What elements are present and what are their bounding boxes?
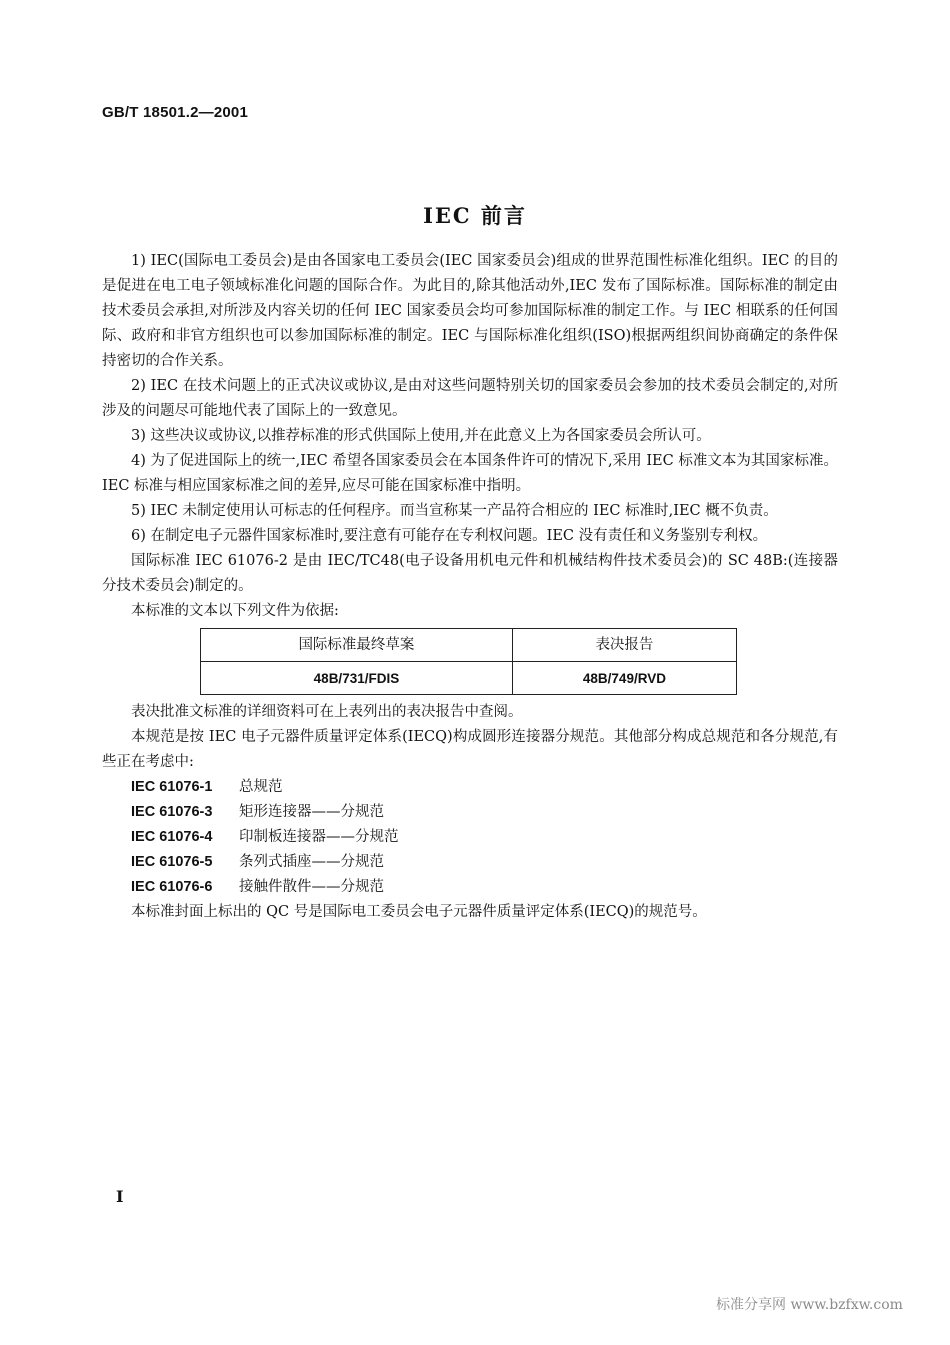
part-id: IEC 61076-5 [131, 854, 213, 870]
part-name: 总规范 [239, 779, 283, 795]
standard-number: GB/T 18501.2—2001 [102, 104, 248, 121]
list-item [102, 850, 838, 875]
part-name: 矩形连接器——分规范 [239, 804, 384, 820]
paragraph: 本标准的文本以下列文件为依据: [131, 603, 339, 619]
page-title: IEC 前言 [423, 203, 527, 228]
part-id: IEC 61076-6 [131, 879, 213, 895]
paragraph: 5) IEC 未制定使用认可标志的任何程序。而当宣称某一产品符合相应的 IEC 标准时,IEC 概不负责。 [131, 503, 778, 519]
part-id: IEC 61076-3 [131, 804, 213, 820]
part-name: 条列式插座——分规范 [239, 854, 384, 870]
paragraph: 国际标准 IEC 61076-2 是由 IEC/TC48(电子设备用机电元件和机械结构件技术委员会)的 SC 48B:(连接器分技术委员会)制定的。 [102, 553, 838, 594]
watermark: 标准分享网 www.bzfxw.com [716, 1297, 903, 1313]
part-name: 接触件散件——分规范 [239, 879, 384, 895]
after-table-section [102, 700, 838, 775]
part-id: IEC 61076-1 [131, 779, 213, 795]
paragraph: 4) 为了促进国际上的统一,IEC 希望各国家委员会在本国条件许可的情况下,采用 IEC 标准文本为其国家标准。IEC 标准与相应国家标准之间的差异,应尽可能在国家标准中指明。 [102, 453, 838, 494]
list-item [102, 825, 838, 850]
table-row [201, 662, 737, 695]
table-header-cell: 国际标准最终草案 [201, 629, 513, 662]
parts-list [102, 775, 838, 900]
document-table [200, 628, 737, 695]
part-name: 印制板连接器——分规范 [239, 829, 399, 845]
paragraph: 1) IEC(国际电工委员会)是由各国家电工委员会(IEC 国家委员会)组成的世界范围性标准化组织。IEC 的目的是促进在电工电子领域标准化问题的国际合作。为此目的,除其他活动外,IEC 发布了国际标准。国际标准的制定由技术委员会承担,对所涉及内容关切的任何 IEC 国家委员会均可参加国际标准的制定工作。与 IEC 相联系的任何国际、政府和非官方组织也可以参加国际标准的制定。IEC 与国际标准化组织(ISO)根据两组织间协商确定的条件保持密切的合作关系。 [102, 253, 838, 369]
page-number: I [116, 1187, 124, 1206]
list-item [102, 875, 838, 900]
paragraph: 6) 在制定电子元器件国家标准时,要注意有可能存在专利权问题。IEC 没有责任和义务鉴别专利权。 [131, 528, 768, 544]
paragraph: 2) IEC 在技术问题上的正式决议或协议,是由对这些问题特别关切的国家委员会参加的技术委员会制定的,对所涉及的问题尽可能地代表了国际上的一致意见。 [102, 378, 838, 419]
list-item [102, 775, 838, 800]
part-id: IEC 61076-4 [131, 829, 213, 845]
paragraph: 表决批准文标准的详细资料可在上表列出的表决报告中查阅。 [131, 704, 523, 720]
paragraph: 3) 这些决议或协议,以推荐标准的形式供国际上使用,并在此意义上为各国家委员会所认可。 [131, 428, 711, 444]
table-cell: 48B/749/RVD [512, 662, 736, 695]
paragraph: 本规范是按 IEC 电子元器件质量评定体系(IECQ)构成圆形连接器分规范。其他部分构成总规范和各分规范,有些正在考虑中: [102, 729, 838, 770]
table-header-row [201, 629, 737, 662]
list-item [102, 800, 838, 825]
document-body [102, 249, 838, 925]
table-cell: 48B/731/FDIS [201, 662, 513, 695]
table-header-cell: 表决报告 [512, 629, 736, 662]
closing-paragraph: 本标准封面上标出的 QC 号是国际电工委员会电子元器件质量评定体系(IECQ)的规范号。 [131, 904, 707, 920]
